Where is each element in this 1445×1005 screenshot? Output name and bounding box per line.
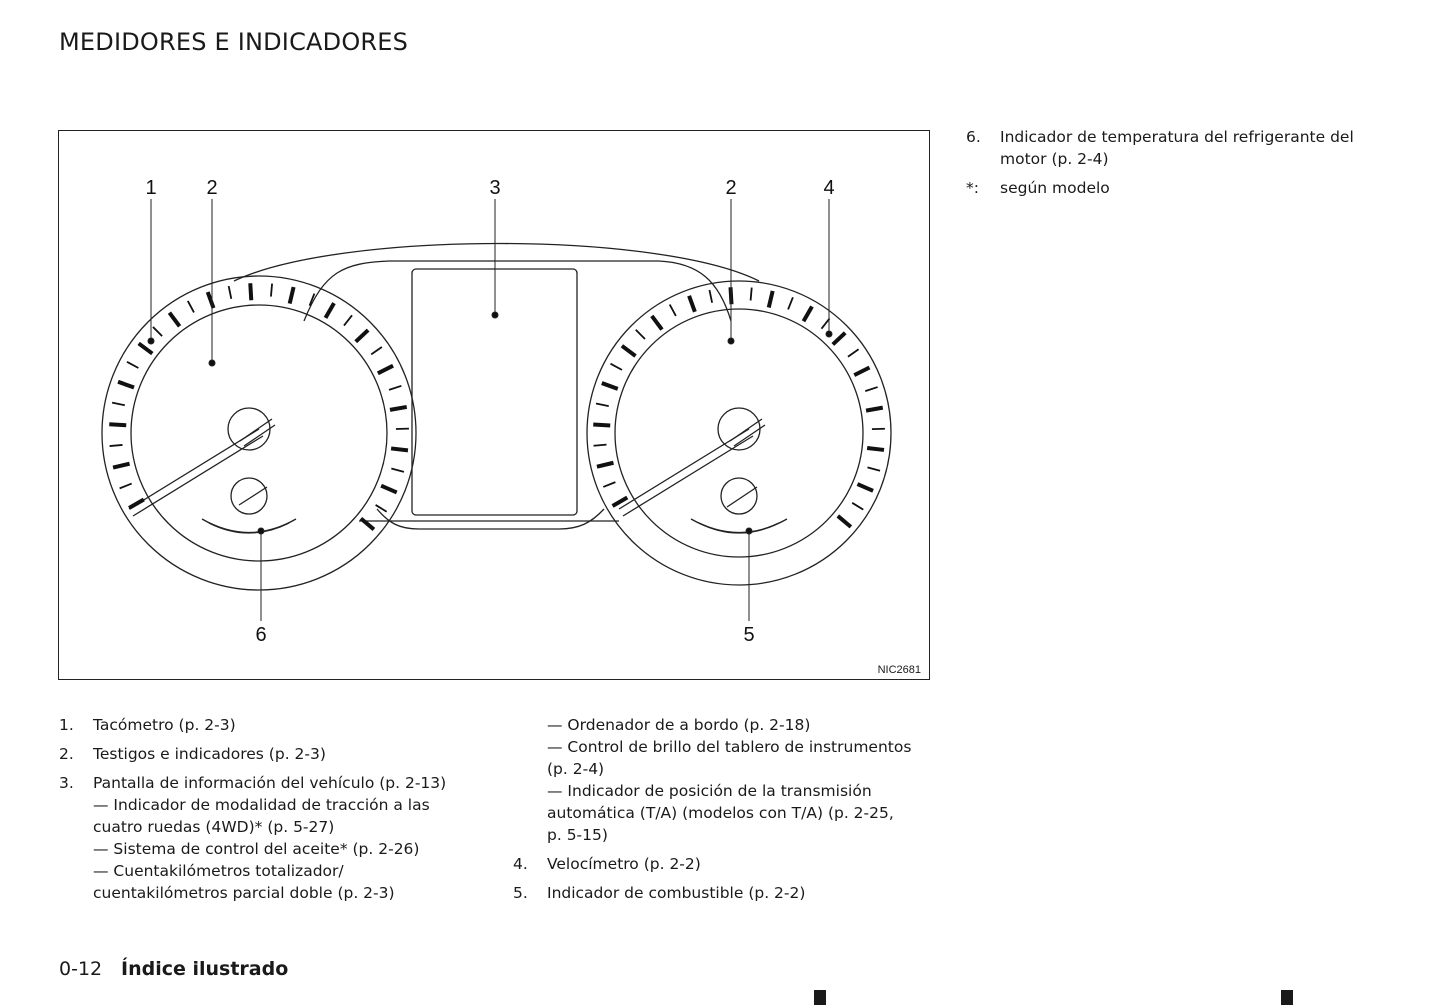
callout-6: 6 [255, 624, 267, 646]
gauge-tick [838, 516, 851, 527]
gauge-tick [652, 316, 662, 330]
gauge-tick [751, 288, 752, 301]
gauge-tick [188, 301, 194, 312]
gauge-tick [866, 408, 883, 411]
gauge-tick [602, 383, 618, 389]
gauge-tick [852, 503, 863, 510]
gauge-tick [709, 290, 712, 303]
page-marker-left [814, 990, 826, 1005]
gauge-tick [603, 482, 615, 487]
gauge-tick [867, 448, 884, 450]
gauge-tick [208, 292, 214, 308]
callout-4: 4 [823, 177, 835, 199]
gauge-tick [378, 366, 393, 374]
list-item: 1. Tacómetro (p. 2-3) [59, 716, 236, 734]
gauge-tick [361, 518, 374, 529]
gauge-tick [596, 403, 609, 406]
callout-2-left: 2 [206, 177, 218, 199]
speedometer-outer-ring [587, 281, 891, 585]
gauge-tick [788, 297, 793, 309]
gauge-tick [390, 407, 407, 410]
tachometer-dial [131, 305, 387, 561]
gauge-tick [371, 347, 382, 354]
gauge-tick [118, 382, 134, 388]
gauge-tick [391, 468, 404, 471]
callout-2-right: 2 [725, 177, 737, 199]
gauge-tick [326, 303, 335, 318]
callout-1: 1 [145, 177, 157, 199]
speedometer-dial [615, 309, 863, 557]
legend-list-right [966, 126, 1406, 206]
gauge-tick [597, 463, 614, 467]
page-number: 0-12 [59, 958, 103, 980]
gauge-tick [344, 315, 352, 325]
figure-code: NIC2681 [877, 664, 921, 676]
gauge-tick [610, 364, 621, 370]
list-item: 3. Pantalla de información del vehículo (p. 2-13) — Indicador de modalidad de tracción a las cuatro ruedas (4WD)* (p. 5-27) — Sistema de control del aceite* (p. 2-26) — Cuentakilómetros totalizador/ cuentakilómetros parcial doble (p. 2-3) [59, 774, 447, 902]
gauge-tick [833, 333, 845, 345]
gauge-tick [391, 448, 408, 450]
callout-5: 5 [743, 624, 755, 646]
cluster-hood [304, 261, 731, 321]
tachometer-needle [129, 429, 259, 509]
gauge-tick [594, 445, 607, 446]
gauge-tick [622, 346, 636, 356]
list-item: 4. Velocímetro (p. 2-2) [513, 855, 701, 873]
gauge-tick [290, 287, 294, 304]
gauge-tick [356, 330, 368, 342]
gauge-tick [389, 386, 401, 390]
gauge-tick [113, 464, 130, 468]
gauge-tick [670, 304, 676, 315]
list-item: 6. Indicador de temperatura del refrigerante del motor (p. 2-4) [966, 128, 1354, 168]
gauge-tick [769, 291, 773, 308]
cluster-housing [234, 244, 759, 282]
callout-3: 3 [489, 177, 501, 199]
gauge-tick [593, 425, 610, 426]
gauge-tick [689, 296, 695, 312]
gauge-tick [110, 445, 123, 446]
tachometer-outer-ring [102, 276, 416, 590]
gauge-tick [109, 424, 126, 425]
instrument-cluster-drawing [59, 131, 929, 679]
gauge-tick [120, 484, 132, 489]
instrument-cluster-figure [58, 130, 930, 680]
gauge-tick [271, 284, 272, 297]
gauge-tick [804, 307, 813, 322]
gauge-tick [376, 505, 387, 512]
gauge-tick [821, 318, 829, 328]
gauge-tick [229, 286, 232, 299]
gauge-tick [636, 330, 645, 339]
gauge-tick [169, 313, 179, 327]
gauge-tick [848, 349, 859, 356]
gauge-tick [139, 343, 153, 353]
legend-list-left [59, 714, 479, 911]
gauge-tick [854, 367, 869, 375]
legend-list-middle: — Ordenador de a bordo (p. 2-18) — Control de brillo del tablero de instrumentos (p. 2-4) — Indicador de posición de la transmisión automática (T/A) (modelos con T/A) (p. 2-25, p. 5-15) 4. Velocímetro (p. 2-2) 5. Indicador de combustible (p. 2-2) [513, 714, 933, 911]
page-marker-right [1281, 990, 1293, 1005]
gauge-tick [381, 486, 397, 493]
gauge-tick [857, 484, 873, 491]
gauge-tick [112, 403, 125, 406]
gauge-tick [867, 467, 880, 470]
speedometer-ticks [593, 287, 885, 527]
gauge-tick [153, 327, 162, 336]
section-title: Índice ilustrado [121, 958, 289, 980]
fuel-gauge-hub [721, 478, 757, 514]
page-title: MEDIDORES E INDICADORES [59, 28, 409, 56]
gauge-tick [129, 500, 144, 509]
list-item: *: según modelo [966, 179, 1110, 197]
list-item: 5. Indicador de combustible (p. 2-2) [513, 884, 806, 902]
speedometer-needle [619, 429, 749, 509]
temp-gauge-hub [231, 478, 267, 514]
gauge-tick [127, 362, 138, 368]
gauge-tick [865, 387, 877, 391]
list-item: 2. Testigos e indicadores (p. 2-3) [59, 745, 326, 763]
gauge-tick [250, 283, 251, 300]
